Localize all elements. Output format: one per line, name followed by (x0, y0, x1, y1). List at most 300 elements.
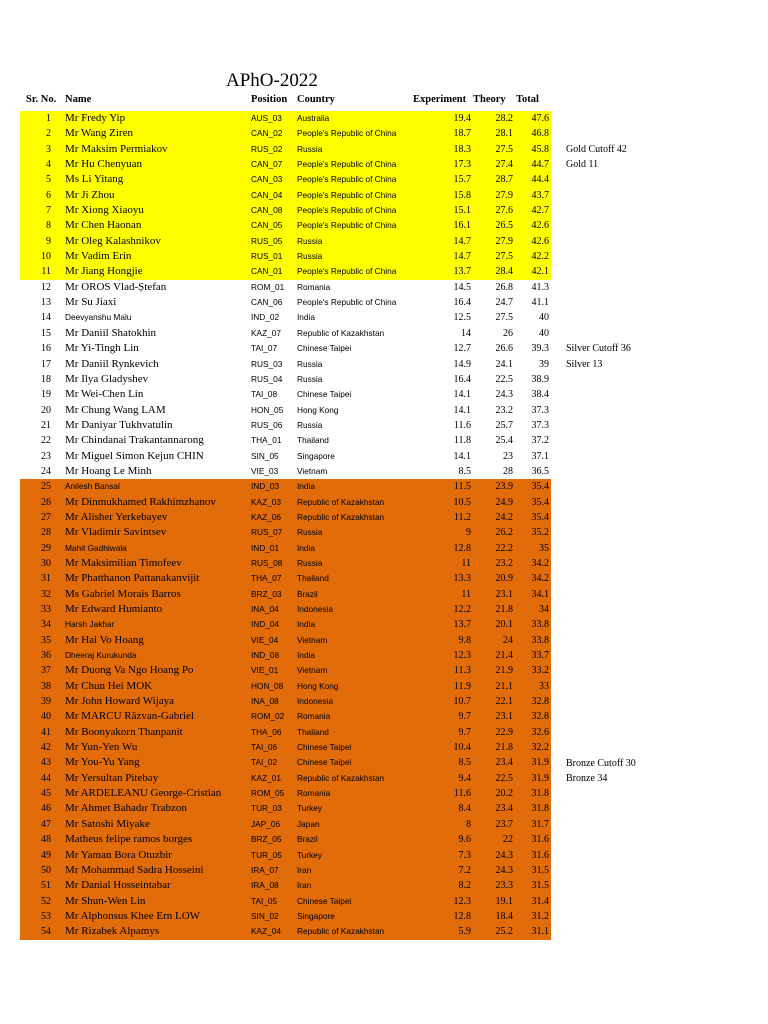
cell-sr-no: 8 (46, 220, 51, 232)
cell-position: RUS_01 (251, 251, 283, 262)
cell-sr-no: 45 (41, 788, 51, 800)
cell-theory: 23.3 (495, 880, 513, 892)
cell-position: KAZ_04 (251, 926, 281, 937)
cell-total: 31.8 (531, 788, 549, 800)
table-row (20, 848, 551, 863)
table-row (20, 786, 551, 801)
cell-name: Mr Danial Hosseintabar (65, 879, 171, 892)
table-row (20, 234, 551, 249)
cell-total: 39.3 (531, 343, 549, 355)
cell-name: Mr Maksimilian Timofeev (65, 556, 182, 569)
table-row (20, 249, 551, 264)
cell-name: Mr Fredy Yip (65, 112, 126, 124)
cell-sr-no: 49 (41, 849, 51, 861)
cell-theory: 23.4 (495, 757, 513, 769)
cell-experiment: 15.8 (453, 189, 471, 201)
cell-country: Romania (297, 711, 331, 722)
cell-total: 35 (539, 542, 549, 554)
cell-position: IRA_08 (251, 880, 279, 891)
cutoff-note: Bronze Cutoff 30 (566, 757, 636, 769)
cell-name: Mr OROS Vlad-Ștefan (65, 280, 167, 293)
table-row (20, 633, 551, 648)
cell-position: TAI_06 (251, 742, 278, 753)
cell-country: Turkey (297, 803, 323, 814)
cell-total: 45.8 (531, 143, 549, 155)
cell-experiment: 9 (466, 527, 471, 539)
header-total: Total (516, 94, 539, 105)
cell-sr-no: 1 (46, 113, 51, 124)
cell-sr-no: 11 (41, 266, 51, 278)
cell-experiment: 11.9 (453, 680, 471, 692)
cell-experiment: 8 (466, 818, 471, 830)
cell-total: 37.2 (531, 435, 549, 447)
cell-total: 35.2 (531, 527, 549, 539)
cell-sr-no: 50 (41, 864, 51, 876)
cell-theory: 27.5 (495, 143, 513, 155)
cell-country: Hong Kong (297, 680, 339, 691)
cell-sr-no: 38 (41, 680, 51, 692)
cell-total: 44.7 (531, 159, 549, 171)
cell-sr-no: 20 (41, 404, 51, 416)
cell-total: 43.7 (531, 189, 549, 201)
cell-position: RUS_08 (251, 557, 283, 568)
cell-sr-no: 14 (41, 312, 51, 324)
cell-position: KAZ_06 (251, 511, 281, 522)
cell-country: Chinese Taipei (297, 389, 352, 400)
cell-experiment: 9.6 (458, 834, 471, 846)
cell-sr-no: 22 (41, 435, 51, 447)
cell-sr-no: 16 (41, 343, 51, 355)
table-row (20, 817, 551, 832)
cell-country: Russia (297, 358, 323, 369)
cell-country: People's Republic of China (297, 266, 397, 277)
cutoff-note: Gold Cutoff 42 (566, 143, 627, 155)
cell-experiment: 11.6 (453, 788, 471, 800)
cell-sr-no: 30 (41, 557, 51, 569)
cell-name: Mr Chun Hei MOK (65, 679, 153, 692)
cell-name: Mr Boonyakorn Thanpanit (65, 725, 183, 738)
table-row (20, 771, 551, 786)
cell-total: 46.8 (531, 128, 549, 140)
cell-sr-no: 39 (41, 696, 51, 708)
cell-theory: 23.9 (495, 481, 513, 493)
cell-total: 33.8 (531, 619, 549, 631)
cell-name: Mr Wang Ziren (65, 127, 133, 140)
table-row (20, 372, 551, 387)
cell-total: 39 (539, 358, 549, 370)
cell-total: 33.7 (531, 650, 549, 662)
cell-position: IND_08 (251, 650, 280, 661)
cell-total: 42.1 (531, 266, 549, 278)
table-row (20, 679, 551, 694)
cell-experiment: 7.2 (458, 864, 471, 876)
cell-theory: 27.9 (495, 235, 513, 247)
cell-theory: 27.9 (495, 189, 513, 201)
cell-total: 41.1 (531, 297, 549, 309)
cell-experiment: 12.3 (453, 895, 471, 907)
cell-sr-no: 23 (41, 450, 51, 462)
cell-experiment: 15.1 (453, 205, 471, 217)
cell-country: Republic of Kazakhstan (297, 511, 385, 522)
cell-experiment: 5.9 (458, 926, 471, 938)
cell-theory: 28.2 (495, 113, 513, 124)
cell-position: RUS_02 (251, 143, 283, 154)
cell-position: IRA_07 (251, 864, 279, 875)
cell-sr-no: 32 (41, 588, 51, 600)
cell-theory: 23.2 (495, 404, 513, 416)
cell-total: 33.2 (531, 665, 549, 677)
cell-experiment: 14.1 (453, 404, 471, 416)
cell-experiment: 14.7 (453, 251, 471, 263)
cell-country: Republic of Kazakhstan (297, 926, 385, 937)
cell-sr-no: 35 (41, 634, 51, 646)
cell-name: Mr Yaman Bora Otuzbir (65, 848, 172, 861)
cell-country: Russia (297, 557, 323, 568)
cell-sr-no: 17 (41, 358, 51, 370)
table-row (20, 755, 551, 770)
table-row (20, 894, 551, 909)
cell-position: INA_08 (251, 696, 279, 707)
cell-experiment: 18.7 (453, 128, 471, 140)
cell-theory: 26 (503, 327, 513, 339)
cell-theory: 27.6 (495, 205, 513, 217)
cell-country: Iran (297, 864, 312, 875)
cell-total: 32.2 (531, 742, 549, 754)
cell-position: SIN_05 (251, 450, 279, 461)
cell-name: Mr John Howard Wijaya (65, 695, 175, 708)
cell-experiment: 12.2 (453, 604, 471, 615)
cell-theory: 21.8 (495, 604, 513, 615)
cell-theory: 23.7 (495, 818, 513, 830)
cell-experiment: 14.1 (453, 450, 471, 462)
cell-experiment: 16.1 (453, 220, 471, 232)
cell-country: Thailand (297, 726, 329, 737)
cell-experiment: 11 (461, 557, 471, 569)
cell-theory: 22.9 (495, 726, 513, 738)
cell-position: CAN_03 (251, 174, 283, 185)
cell-position: ROM_01 (251, 281, 285, 292)
table-row (20, 801, 551, 816)
cell-total: 38.9 (531, 373, 549, 385)
cell-sr-no: 18 (41, 373, 51, 385)
cell-experiment: 12.8 (453, 910, 471, 922)
cell-theory: 23.4 (495, 803, 513, 815)
cell-theory: 28.1 (495, 128, 513, 140)
cell-sr-no: 41 (41, 726, 51, 738)
cell-theory: 20.1 (495, 619, 513, 631)
cell-experiment: 11.8 (453, 435, 471, 447)
cell-total: 40 (539, 327, 549, 339)
cell-sr-no: 40 (41, 711, 51, 723)
cell-country: Singapore (297, 450, 335, 461)
cell-sr-no: 44 (41, 772, 51, 784)
cell-name: Mr Mohammad Sadra Hosseini (65, 863, 204, 876)
cell-position: TAI_08 (251, 389, 278, 400)
cell-sr-no: 54 (41, 926, 51, 938)
cell-position: KAZ_07 (251, 327, 281, 338)
cell-experiment: 11.5 (453, 481, 471, 493)
cell-experiment: 11.2 (453, 511, 471, 523)
table-row (20, 188, 551, 203)
cell-theory: 21.4 (495, 650, 513, 662)
cell-total: 35.4 (531, 496, 549, 508)
table-row (20, 418, 551, 433)
cell-name: Mr Ilya Gladyshev (65, 372, 149, 385)
cell-country: Australia (297, 113, 330, 123)
cell-sr-no: 15 (41, 327, 51, 339)
cell-theory: 21.9 (495, 665, 513, 677)
cell-theory: 26.5 (495, 220, 513, 232)
cell-country: People's Republic of China (297, 189, 397, 200)
cell-theory: 22.2 (495, 542, 513, 554)
cell-sr-no: 12 (41, 281, 51, 293)
cell-name: Mr You-Yu Yang (65, 756, 140, 769)
header-name: Name (65, 94, 92, 105)
cell-experiment: 13.3 (453, 573, 471, 585)
cell-total: 31.9 (531, 772, 549, 784)
cell-position: IND_03 (251, 481, 280, 492)
cell-sr-no: 19 (41, 389, 51, 401)
cell-total: 33.8 (531, 634, 549, 646)
table-row (20, 341, 551, 356)
table-row (20, 111, 551, 126)
cell-theory: 18.4 (495, 910, 513, 922)
table-row (20, 403, 551, 418)
table-row (20, 326, 551, 341)
cell-name: Mr Maksim Permiakov (65, 142, 168, 155)
cell-total: 31.5 (531, 880, 549, 892)
cell-country: India (297, 312, 315, 323)
cell-total: 34 (539, 604, 549, 615)
cell-sr-no: 28 (41, 527, 51, 539)
cell-country: Hong Kong (297, 404, 339, 415)
cell-sr-no: 43 (41, 757, 51, 769)
cell-total: 38.4 (531, 389, 549, 401)
table-row (20, 694, 551, 709)
cell-theory: 27.5 (495, 312, 513, 324)
cell-name: Mr Vadim Erin (65, 250, 132, 263)
cell-name: Dheeraj Kurukunda (65, 650, 137, 661)
table-row (20, 709, 551, 724)
cell-theory: 24.9 (495, 496, 513, 508)
cell-experiment: 19.4 (453, 113, 471, 124)
cell-sr-no: 33 (41, 604, 51, 615)
cell-experiment: 16.4 (453, 373, 471, 385)
cell-total: 31.9 (531, 757, 549, 769)
cell-country: Russia (297, 419, 323, 430)
cell-sr-no: 3 (46, 143, 51, 155)
cell-experiment: 12.7 (453, 343, 471, 355)
cell-sr-no: 48 (41, 834, 51, 846)
cell-position: RUS_04 (251, 373, 283, 384)
cell-name: Mr Yun-Yen Wu (65, 741, 138, 754)
cell-name: Mr Jiang Hongjie (65, 265, 143, 278)
cell-country: People's Republic of China (297, 205, 397, 216)
cell-country: India (297, 619, 315, 630)
cell-theory: 24.2 (495, 511, 513, 523)
cell-country: India (297, 650, 315, 661)
cell-theory: 28.4 (495, 266, 513, 278)
cell-name: Mr Shun-Wen Lin (65, 894, 146, 907)
cell-theory: 27.4 (495, 159, 513, 171)
cell-position: TUR_03 (251, 803, 282, 814)
cell-country: Republic of Kazakhstan (297, 327, 385, 338)
cell-name: Mr Daniil Shatokhin (65, 326, 157, 339)
table-row (20, 295, 551, 310)
cell-country: People's Republic of China (297, 128, 397, 139)
cell-name: Mahit Gadhiwala (65, 542, 127, 553)
cell-theory: 19.1 (495, 895, 513, 907)
cell-sr-no: 13 (41, 297, 51, 309)
cell-total: 36.5 (531, 465, 549, 477)
cell-total: 31.5 (531, 864, 549, 876)
cell-country: Indonesia (297, 604, 333, 614)
cell-country: People's Republic of China (297, 159, 397, 170)
cell-theory: 24.1 (495, 358, 513, 370)
header-position: Position (251, 94, 288, 105)
cell-name: Mr Su Jiaxi (65, 296, 117, 309)
cell-sr-no: 5 (46, 174, 51, 186)
cell-theory: 23 (503, 450, 513, 462)
cell-theory: 25.7 (495, 419, 513, 431)
cell-sr-no: 26 (41, 496, 51, 508)
table-row (20, 310, 551, 325)
cell-total: 34.2 (531, 573, 549, 585)
cell-country: Vietnam (297, 634, 328, 645)
cell-sr-no: 51 (41, 880, 51, 892)
table-row (20, 157, 551, 172)
cell-sr-no: 34 (41, 619, 51, 631)
cell-country: Republic of Kazakhstan (297, 496, 385, 507)
cell-position: BRZ_05 (251, 834, 282, 845)
cell-country: Russia (297, 143, 323, 154)
cutoff-note: Bronze 34 (566, 773, 608, 785)
cell-country: Russia (297, 373, 323, 384)
cell-name: Mr Xiong Xiaoyu (65, 204, 144, 217)
cell-theory: 22 (503, 834, 513, 846)
table-row (20, 571, 551, 586)
table-row (20, 387, 551, 402)
cell-position: INA_04 (251, 604, 279, 614)
cell-country: Chinese Taipei (297, 895, 352, 906)
cell-theory: 28 (503, 465, 513, 477)
table-row (20, 740, 551, 755)
cell-position: IND_04 (251, 619, 280, 630)
table-row (20, 863, 551, 878)
cell-position: CAN_05 (251, 220, 283, 231)
cell-total: 32.6 (531, 726, 549, 738)
cell-experiment: 7.3 (458, 849, 471, 861)
cell-country: People's Republic of China (297, 297, 397, 308)
header-experiment: Experiment (413, 94, 467, 105)
table-row (20, 280, 551, 295)
cell-country: Turkey (297, 849, 323, 860)
cell-experiment: 8.4 (458, 803, 471, 815)
cell-total: 37.3 (531, 419, 549, 431)
table-row (20, 510, 551, 525)
table-row (20, 556, 551, 571)
cell-theory: 25.4 (495, 435, 513, 447)
cell-name: Mr Hu Chenyuan (65, 158, 142, 171)
cell-country: Indonesia (297, 696, 333, 707)
cell-experiment: 8.2 (458, 880, 471, 892)
cell-sr-no: 24 (41, 465, 51, 477)
cell-name: Mr Hai Vo Hoang (65, 633, 144, 646)
cell-name: Mr ARDELEANU George-Cristian (65, 787, 222, 800)
cell-experiment: 14 (461, 327, 471, 339)
results-table (20, 111, 551, 940)
cell-country: Russia (297, 251, 323, 262)
cell-position: IND_02 (251, 312, 280, 323)
cell-position: CAN_08 (251, 205, 283, 216)
cell-position: RUS_06 (251, 419, 283, 430)
cell-name: Mr Daniyar Tukhvatulin (65, 418, 173, 431)
cell-total: 42.7 (531, 205, 549, 217)
cell-position: RUS_07 (251, 527, 283, 538)
table-row (20, 602, 551, 617)
cell-country: Chinese Taipei (297, 757, 352, 768)
table-row (20, 909, 551, 924)
cutoff-note: Gold 11 (566, 159, 599, 171)
cell-total: 35.4 (531, 481, 549, 493)
cell-position: CAN_01 (251, 266, 283, 277)
table-row (20, 142, 551, 157)
cell-country: Vietnam (297, 465, 328, 476)
cell-country: Russia (297, 527, 323, 538)
cell-experiment: 12.3 (453, 650, 471, 662)
cell-theory: 21.8 (495, 742, 513, 754)
cell-experiment: 15.7 (453, 174, 471, 186)
cell-total: 31.8 (531, 803, 549, 815)
cell-theory: 26.6 (495, 343, 513, 355)
cell-sr-no: 46 (41, 803, 51, 815)
cell-theory: 23.1 (495, 711, 513, 723)
cell-name: Mr Edward Humianto (65, 603, 163, 615)
table-row (20, 832, 551, 847)
cell-experiment: 11.3 (453, 665, 471, 677)
cell-total: 47.6 (531, 113, 549, 124)
table-row (20, 617, 551, 632)
cell-sr-no: 21 (41, 419, 51, 431)
cell-theory: 24.3 (495, 864, 513, 876)
cell-sr-no: 4 (46, 159, 51, 171)
cell-position: THA_06 (251, 726, 282, 737)
cell-experiment: 14.9 (453, 358, 471, 370)
cell-position: ROM_05 (251, 788, 285, 799)
table-row (20, 126, 551, 141)
cell-position: CAN_07 (251, 159, 283, 170)
table-row (20, 479, 551, 494)
cell-sr-no: 36 (41, 650, 51, 662)
cell-sr-no: 7 (46, 205, 51, 217)
cell-experiment: 10.7 (453, 696, 471, 708)
table-row (20, 495, 551, 510)
cell-position: VIE_04 (251, 634, 279, 645)
cell-sr-no: 31 (41, 573, 51, 585)
table-row (20, 357, 551, 372)
cell-position: KAZ_01 (251, 772, 281, 783)
cell-country: Romania (297, 788, 331, 799)
cell-experiment: 9.7 (458, 726, 471, 738)
cell-country: Thailand (297, 573, 329, 584)
cell-experiment: 12.8 (453, 542, 471, 554)
cell-name: Mr Satoshi Miyake (65, 817, 150, 830)
cell-experiment: 9.8 (458, 634, 471, 646)
cell-country: Russia (297, 235, 323, 246)
cell-name: Matheus felipe ramos borges (65, 833, 193, 846)
cell-position: THA_01 (251, 435, 282, 446)
cell-name: Mr Daniil Rynkevich (65, 357, 159, 370)
